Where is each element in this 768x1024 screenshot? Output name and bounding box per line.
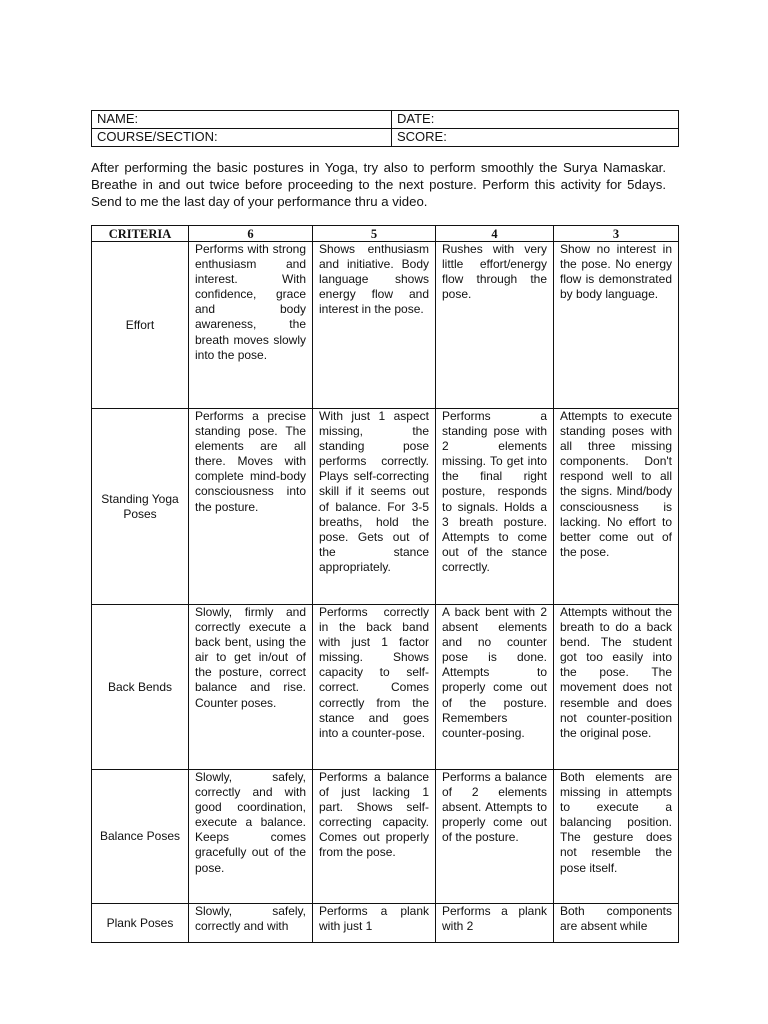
descriptor-cell: Attempts without the breath to do a back bend. The student got too easily into the pose. The movement does not resemble and does not counter-position the original pose. xyxy=(554,605,679,770)
info-row-2 xyxy=(92,129,679,147)
descriptor-cell: Shows enthusiasm and initiative. Body language shows energy flow and interest in the pose. xyxy=(313,242,436,409)
criteria-label: Balance Poses xyxy=(92,770,189,904)
criteria-label: Back Bends xyxy=(92,605,189,770)
descriptor-cell: Both elements are missing in attempts to execute a balancing position. The gesture does not resemble the pose itself. xyxy=(554,770,679,904)
descriptor-cell: Slowly, safely, correctly and with xyxy=(189,904,313,943)
descriptor-cell: Slowly, firmly and correctly execute a back bent, using the air to get in/out of the posture, correct balance and rise. Counter poses. xyxy=(189,605,313,770)
descriptor-cell: Attempts to execute standing poses with all three missing components. Don't respond well to all the signs. Mind/body consciousness is lacking. No effort to better come out of the pose. xyxy=(554,409,679,605)
rubric-row-back-bends xyxy=(92,605,679,770)
descriptor-cell: Slowly, safely, correctly and with good coordination, execute a balance. Keeps comes gracefully out of the pose. xyxy=(189,770,313,904)
instructions-paragraph: After performing the basic postures in Yoga, try also to perform smoothly the Surya Namaskar. Breathe in and out twice before proceeding to the next posture. Perform this activity for 5days. Send to me the last day of your performance thru a video. xyxy=(91,160,666,209)
descriptor-cell: Performs a balance of 2 elements absent. Attempts to properly come out of the posture. xyxy=(436,770,554,904)
descriptor-cell: Performs a precise standing pose. The elements are all there. Moves with complete mind-body consciousness into the posture. xyxy=(189,409,313,605)
header-score-4: 4 xyxy=(436,226,554,242)
rubric-header-row xyxy=(92,226,679,242)
descriptor-cell: Performs with strong enthusiasm and interest. With confidence, grace and body awareness, the breath moves slowly into the pose. xyxy=(189,242,313,409)
header-score-5: 5 xyxy=(313,226,436,242)
criteria-label: Plank Poses xyxy=(92,904,189,943)
header-criteria: CRITERIA xyxy=(92,226,189,242)
date-field[interactable]: DATE: xyxy=(392,111,679,129)
descriptor-cell: A back bent with 2 absent elements and no counter pose is done. Attempts to properly come out of the posture. Remembers counter-posing. xyxy=(436,605,554,770)
rubric-row-effort xyxy=(92,242,679,409)
name-field[interactable]: NAME: xyxy=(92,111,392,129)
descriptor-cell: Performs a balance of just lacking 1 part. Shows self-correcting capacity. Comes out properly from the pose. xyxy=(313,770,436,904)
header-score-3: 3 xyxy=(554,226,679,242)
rubric-table xyxy=(91,225,679,943)
descriptor-cell: Both components are absent while xyxy=(554,904,679,943)
descriptor-cell: Rushes with very little effort/energy flow through the pose. xyxy=(436,242,554,409)
descriptor-cell: Performs a plank with just 1 xyxy=(313,904,436,943)
header-score-6: 6 xyxy=(189,226,313,242)
rubric-row-standing-yoga-poses xyxy=(92,409,679,605)
criteria-label: Standing Yoga Poses xyxy=(92,409,189,605)
student-info-table xyxy=(91,110,679,147)
criteria-label: Effort xyxy=(92,242,189,409)
rubric-row-plank-poses xyxy=(92,904,679,943)
descriptor-cell: Performs a plank with 2 xyxy=(436,904,554,943)
course-section-field[interactable]: COURSE/SECTION: xyxy=(92,129,392,147)
score-field[interactable]: SCORE: xyxy=(392,129,679,147)
rubric-row-balance-poses xyxy=(92,770,679,904)
descriptor-cell: Performs correctly in the back band with just 1 factor missing. Shows capacity to self-correct. Comes correctly from the stance and goes into a counter-pose. xyxy=(313,605,436,770)
descriptor-cell: Performs a standing pose with 2 elements missing. To get into the final right posture, responds to signals. Holds a 3 breath posture. Attempts to come out of the stance correctly. xyxy=(436,409,554,605)
info-row-1 xyxy=(92,111,679,129)
descriptor-cell: Show no interest in the pose. No energy flow is demonstrated by body language. xyxy=(554,242,679,409)
descriptor-cell: With just 1 aspect missing, the standing pose performs correctly. Plays self-correcting skill if it seems out of balance. For 3-5 breaths, hold the pose. Gets out of the stance appropriately. xyxy=(313,409,436,605)
